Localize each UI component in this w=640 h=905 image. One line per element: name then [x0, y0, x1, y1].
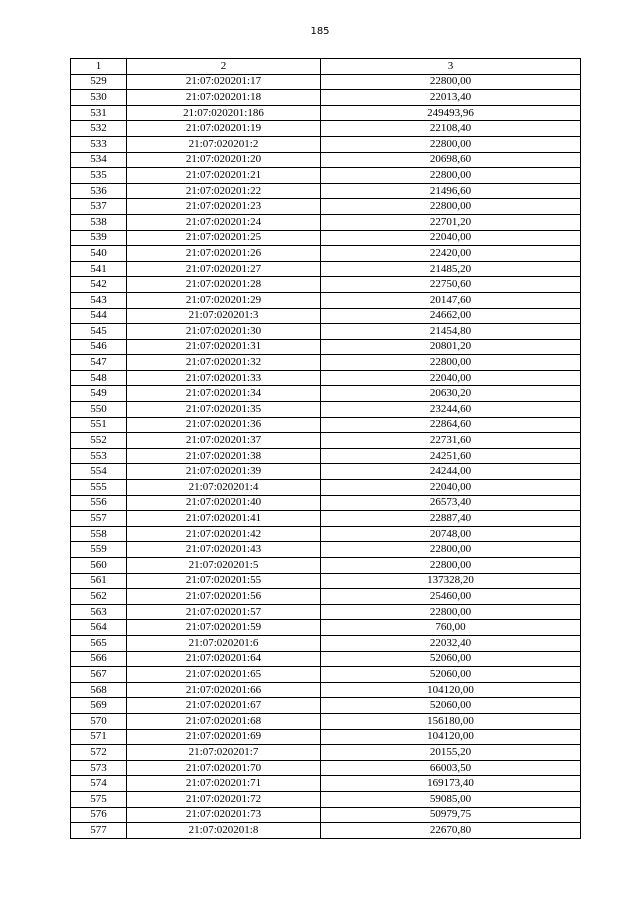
row-number-cell: 553	[71, 448, 127, 464]
table-row	[71, 339, 581, 355]
row-number-cell: 534	[71, 152, 127, 168]
value-cell: 21485,20	[321, 261, 581, 277]
table-row	[71, 558, 581, 574]
table-row	[71, 651, 581, 667]
table-row	[71, 121, 581, 137]
row-number-cell: 551	[71, 417, 127, 433]
table-row	[71, 823, 581, 839]
table-row	[71, 542, 581, 558]
row-number-cell: 565	[71, 635, 127, 651]
row-number-cell: 537	[71, 199, 127, 215]
cadastral-number-cell: 21:07:020201:56	[127, 589, 321, 605]
row-number-cell: 558	[71, 526, 127, 542]
row-number-cell: 569	[71, 698, 127, 714]
table-row	[71, 105, 581, 121]
row-number-cell: 570	[71, 713, 127, 729]
table-row	[71, 791, 581, 807]
value-cell: 104120,00	[321, 729, 581, 745]
table-row	[71, 667, 581, 683]
cadastral-number-cell: 21:07:020201:71	[127, 776, 321, 792]
table-row	[71, 464, 581, 480]
row-number-cell: 567	[71, 667, 127, 683]
table-row	[71, 183, 581, 199]
value-cell: 22731,60	[321, 433, 581, 449]
row-number-cell: 562	[71, 589, 127, 605]
table-row	[71, 230, 581, 246]
row-number-cell: 536	[71, 183, 127, 199]
table-row	[71, 136, 581, 152]
value-cell: 22701,20	[321, 214, 581, 230]
value-cell: 22040,00	[321, 230, 581, 246]
cadastral-number-cell: 21:07:020201:41	[127, 511, 321, 527]
table-row	[71, 635, 581, 651]
cadastral-number-cell: 21:07:020201:23	[127, 199, 321, 215]
cadastral-number-cell: 21:07:020201:34	[127, 386, 321, 402]
row-number-cell: 575	[71, 791, 127, 807]
cadastral-number-cell: 21:07:020201:186	[127, 105, 321, 121]
cadastral-number-cell: 21:07:020201:40	[127, 495, 321, 511]
cadastral-number-cell: 21:07:020201:5	[127, 558, 321, 574]
value-cell: 25460,00	[321, 589, 581, 605]
cadastral-number-cell: 21:07:020201:66	[127, 682, 321, 698]
value-cell: 22800,00	[321, 542, 581, 558]
row-number-cell: 573	[71, 760, 127, 776]
cadastral-number-cell: 21:07:020201:73	[127, 807, 321, 823]
value-cell: 66003,50	[321, 760, 581, 776]
cadastral-number-cell: 21:07:020201:68	[127, 713, 321, 729]
row-number-cell: 552	[71, 433, 127, 449]
table-row	[71, 308, 581, 324]
table-row	[71, 386, 581, 402]
table-row	[71, 511, 581, 527]
table-row	[71, 370, 581, 386]
cadastral-number-cell: 21:07:020201:39	[127, 464, 321, 480]
value-cell: 21454,80	[321, 324, 581, 340]
value-cell: 22887,40	[321, 511, 581, 527]
value-cell: 20155,20	[321, 745, 581, 761]
value-cell: 22864,60	[321, 417, 581, 433]
row-number-cell: 545	[71, 324, 127, 340]
table-row	[71, 74, 581, 90]
table-row	[71, 402, 581, 418]
cadastral-number-cell: 21:07:020201:38	[127, 448, 321, 464]
value-cell: 20698,60	[321, 152, 581, 168]
header-row	[71, 59, 581, 75]
table-row	[71, 713, 581, 729]
row-number-cell: 576	[71, 807, 127, 823]
cadastral-number-cell: 21:07:020201:28	[127, 277, 321, 293]
row-number-cell: 566	[71, 651, 127, 667]
value-cell: 249493,96	[321, 105, 581, 121]
value-cell: 22800,00	[321, 168, 581, 184]
cadastral-number-cell: 21:07:020201:20	[127, 152, 321, 168]
row-number-cell: 554	[71, 464, 127, 480]
table-body	[71, 74, 581, 838]
value-cell: 23244,60	[321, 402, 581, 418]
row-number-cell: 532	[71, 121, 127, 137]
value-cell: 156180,00	[321, 713, 581, 729]
cadastral-number-cell: 21:07:020201:72	[127, 791, 321, 807]
table-row	[71, 573, 581, 589]
row-number-cell: 564	[71, 620, 127, 636]
table-row	[71, 324, 581, 340]
cadastral-number-cell: 21:07:020201:36	[127, 417, 321, 433]
row-number-cell: 550	[71, 402, 127, 418]
value-cell: 52060,00	[321, 651, 581, 667]
cadastral-number-cell: 21:07:020201:64	[127, 651, 321, 667]
table-header	[71, 59, 581, 75]
cadastral-number-cell: 21:07:020201:42	[127, 526, 321, 542]
value-cell: 20748,00	[321, 526, 581, 542]
row-number-cell: 574	[71, 776, 127, 792]
row-number-cell: 561	[71, 573, 127, 589]
value-cell: 22750,60	[321, 277, 581, 293]
row-number-cell: 577	[71, 823, 127, 839]
table-row	[71, 448, 581, 464]
value-cell: 169173,40	[321, 776, 581, 792]
cadastral-number-cell: 21:07:020201:70	[127, 760, 321, 776]
cadastral-number-cell: 21:07:020201:19	[127, 121, 321, 137]
column-header-1: 1	[71, 59, 127, 75]
row-number-cell: 546	[71, 339, 127, 355]
table-row	[71, 807, 581, 823]
value-cell: 22800,00	[321, 355, 581, 371]
row-number-cell: 542	[71, 277, 127, 293]
row-number-cell: 563	[71, 604, 127, 620]
cadastral-number-cell: 21:07:020201:43	[127, 542, 321, 558]
row-number-cell: 555	[71, 480, 127, 496]
row-number-cell: 530	[71, 90, 127, 106]
cadastral-number-cell: 21:07:020201:55	[127, 573, 321, 589]
table-row	[71, 246, 581, 262]
cadastral-number-cell: 21:07:020201:2	[127, 136, 321, 152]
row-number-cell: 560	[71, 558, 127, 574]
row-number-cell: 529	[71, 74, 127, 90]
value-cell: 52060,00	[321, 667, 581, 683]
column-header-3: 3	[321, 59, 581, 75]
row-number-cell: 556	[71, 495, 127, 511]
table-row	[71, 682, 581, 698]
value-cell: 24251,60	[321, 448, 581, 464]
cadastral-number-cell: 21:07:020201:4	[127, 480, 321, 496]
value-cell: 20630,20	[321, 386, 581, 402]
table-row	[71, 604, 581, 620]
value-cell: 22670,80	[321, 823, 581, 839]
table-row	[71, 152, 581, 168]
table-row	[71, 355, 581, 371]
cadastral-number-cell: 21:07:020201:29	[127, 292, 321, 308]
table-row	[71, 90, 581, 106]
value-cell: 59085,00	[321, 791, 581, 807]
table-row	[71, 417, 581, 433]
cadastral-number-cell: 21:07:020201:21	[127, 168, 321, 184]
cadastral-number-cell: 21:07:020201:26	[127, 246, 321, 262]
value-cell: 22800,00	[321, 74, 581, 90]
table-row	[71, 433, 581, 449]
cadastral-number-cell: 21:07:020201:65	[127, 667, 321, 683]
table-row	[71, 760, 581, 776]
row-number-cell: 559	[71, 542, 127, 558]
row-number-cell: 540	[71, 246, 127, 262]
table-row	[71, 698, 581, 714]
value-cell: 137328,20	[321, 573, 581, 589]
row-number-cell: 531	[71, 105, 127, 121]
table-row	[71, 199, 581, 215]
cadastral-number-cell: 21:07:020201:27	[127, 261, 321, 277]
table-row	[71, 277, 581, 293]
value-cell: 22420,00	[321, 246, 581, 262]
row-number-cell: 571	[71, 729, 127, 745]
value-cell: 24662,00	[321, 308, 581, 324]
row-number-cell: 568	[71, 682, 127, 698]
table-row	[71, 261, 581, 277]
row-number-cell: 539	[71, 230, 127, 246]
table-row	[71, 495, 581, 511]
table-row	[71, 745, 581, 761]
value-cell: 22800,00	[321, 604, 581, 620]
table-row	[71, 620, 581, 636]
cadastral-number-cell: 21:07:020201:25	[127, 230, 321, 246]
table-row	[71, 526, 581, 542]
cadastral-number-cell: 21:07:020201:17	[127, 74, 321, 90]
value-cell: 22108,40	[321, 121, 581, 137]
cadastral-number-cell: 21:07:020201:57	[127, 604, 321, 620]
cadastral-number-cell: 21:07:020201:22	[127, 183, 321, 199]
value-cell: 20147,60	[321, 292, 581, 308]
row-number-cell: 543	[71, 292, 127, 308]
row-number-cell: 538	[71, 214, 127, 230]
table-row	[71, 480, 581, 496]
cadastral-number-cell: 21:07:020201:37	[127, 433, 321, 449]
cadastral-number-cell: 21:07:020201:3	[127, 308, 321, 324]
cadastral-number-cell: 21:07:020201:59	[127, 620, 321, 636]
value-cell: 22040,00	[321, 370, 581, 386]
table-row	[71, 729, 581, 745]
page-number: 185	[310, 26, 330, 37]
table-row	[71, 776, 581, 792]
value-cell: 104120,00	[321, 682, 581, 698]
value-cell: 26573,40	[321, 495, 581, 511]
cadastral-number-cell: 21:07:020201:18	[127, 90, 321, 106]
table-row	[71, 168, 581, 184]
cadastral-number-cell: 21:07:020201:24	[127, 214, 321, 230]
row-number-cell: 549	[71, 386, 127, 402]
cadastral-number-cell: 21:07:020201:33	[127, 370, 321, 386]
value-cell: 22040,00	[321, 480, 581, 496]
row-number-cell: 572	[71, 745, 127, 761]
value-cell: 52060,00	[321, 698, 581, 714]
cadastral-number-cell: 21:07:020201:6	[127, 635, 321, 651]
value-cell: 20801,20	[321, 339, 581, 355]
table-row	[71, 214, 581, 230]
row-number-cell: 548	[71, 370, 127, 386]
table-row	[71, 589, 581, 605]
value-cell: 22800,00	[321, 199, 581, 215]
value-cell: 50979,75	[321, 807, 581, 823]
table-row	[71, 292, 581, 308]
row-number-cell: 557	[71, 511, 127, 527]
cadastral-number-cell: 21:07:020201:32	[127, 355, 321, 371]
row-number-cell: 533	[71, 136, 127, 152]
row-number-cell: 535	[71, 168, 127, 184]
column-header-2: 2	[127, 59, 321, 75]
data-table	[70, 58, 581, 839]
cadastral-number-cell: 21:07:020201:30	[127, 324, 321, 340]
value-cell: 22800,00	[321, 136, 581, 152]
cadastral-number-cell: 21:07:020201:67	[127, 698, 321, 714]
cadastral-number-cell: 21:07:020201:8	[127, 823, 321, 839]
value-cell: 21496,60	[321, 183, 581, 199]
value-cell: 24244,00	[321, 464, 581, 480]
cadastral-number-cell: 21:07:020201:35	[127, 402, 321, 418]
row-number-cell: 547	[71, 355, 127, 371]
cadastral-number-cell: 21:07:020201:31	[127, 339, 321, 355]
cadastral-number-cell: 21:07:020201:7	[127, 745, 321, 761]
value-cell: 22032,40	[321, 635, 581, 651]
value-cell: 760,00	[321, 620, 581, 636]
cadastral-number-cell: 21:07:020201:69	[127, 729, 321, 745]
row-number-cell: 541	[71, 261, 127, 277]
value-cell: 22013,40	[321, 90, 581, 106]
value-cell: 22800,00	[321, 558, 581, 574]
row-number-cell: 544	[71, 308, 127, 324]
